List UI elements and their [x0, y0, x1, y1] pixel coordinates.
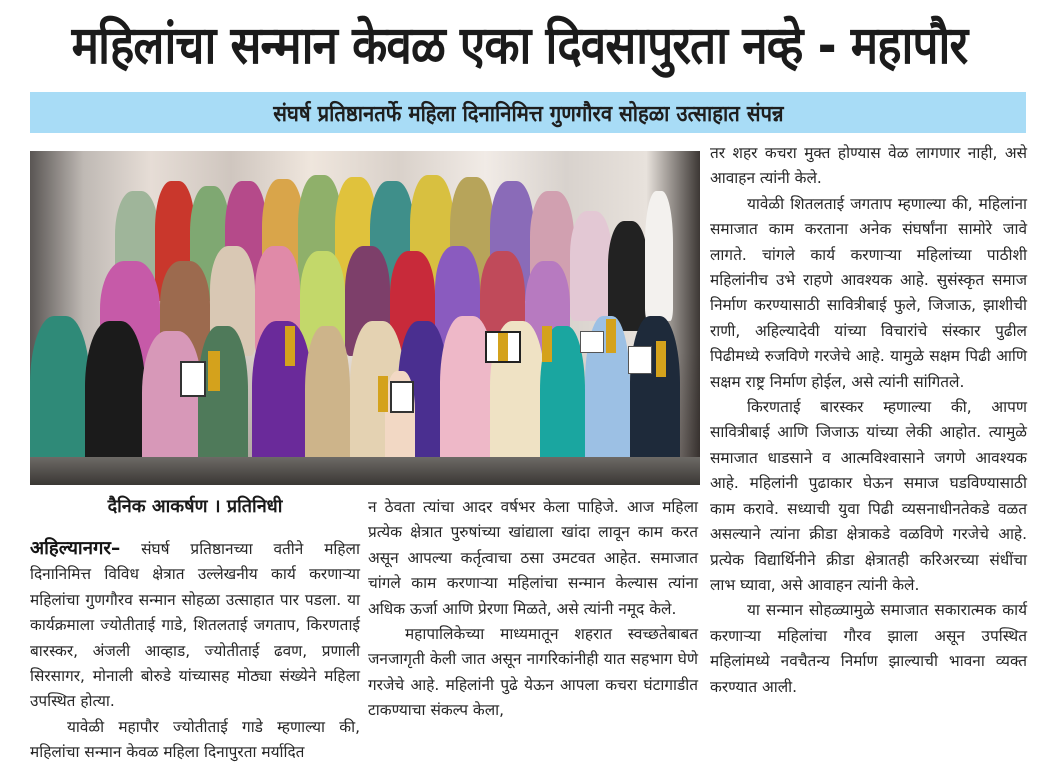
paragraph — [30, 536, 360, 715]
paragraph: महापालिकेच्या माध्यमातून शहरात स्वच्छतेबाबत जनजागृती केली जात असून नागरिकांनीही यात सहभाग घेणे गरजेचे आहे. महिलांनी पुढे येऊन आपला कचरा घंटागाडीत टाकण्याचा संकल्प केला, — [368, 625, 698, 720]
subheadline: संघर्ष प्रतिष्ठानतर्फे महिला दिनानिमित्त गुणगौरव सोहळा उत्साहात संपन्न — [272, 101, 784, 127]
paragraph: न ठेवता त्यांचा आदर वर्षभर केला पाहिजे. आज महिला प्रत्येक क्षेत्रात पुरुषांच्या खांद्याला खांदा लावून काम करत असून आपल्या कर्तृत्वाचा ठसा उमटवत आहेत. समाजात चांगले काम करणाऱ्या महिलांचा सन्मान केल्यास त्यांना अधिक ऊर्जा आणि प्रेरणा मिळते, असे त्यांनी नमूद केले. — [368, 498, 698, 618]
subheadline-banner — [30, 92, 1026, 133]
group-photo — [30, 151, 700, 485]
paragraph: या सन्मान सोहळ्यामुळे समाजात सकारात्मक कार्य करणाऱ्या महिलांचा गौरव झाला असून उपस्थित महिलांमध्ये नवचैतन्य निर्माण झाल्याची भावना व्यक्त करण्यात आली. — [710, 601, 1027, 696]
photo-floor — [30, 457, 700, 485]
photo-crowd — [30, 151, 700, 485]
paragraph-text: संघर्ष प्रतिष्ठानच्या वतीने महिला दिनानिमित्त विविध क्षेत्रात उल्लेखनीय कार्य करणाऱ्या महिलांचा गुणगौरव सन्मान सोहळा उत्साहात पार पडला. या कार्यक्रमाला ज्योतीताई गाडे, शितलताई जगताप, किरणताई बारस्कर, अंजली आव्हाड, ज्योतीताई ढवण, प्रणाली सिरसागर, मोनाली बोरुडे यांच्यासह मोठ्या संख्येने महिला उपस्थित होत्या. — [30, 540, 360, 711]
headline: महिलांचा सन्मान केवळ एका दिवसापुरता नव्हे - महापौर — [71, 16, 968, 76]
byline: दैनिक आकर्षण । प्रतिनिधी — [107, 496, 283, 517]
article-column-2 — [368, 495, 698, 724]
paragraph: किरणताई बारस्कर म्हणाल्या की, आपण सावित्रीबाई आणि जिजाऊ यांच्या लेकी आहोत. त्यामुळे समाजात धाडसाने व आत्मविश्वासाने जगणे आवश्यक आहे. महिलांनी पुढाकार घेऊन समाज घडविण्यासाठी काम करावे. सध्याची युवा पिढी व्यसनाधीनतेकडे वळत असल्याने त्यांना क्रीडा क्षेत्राकडे वळविणे गरजेचे आहे. प्रत्येक विद्यार्थिनीने क्रीडा क्षेत्रातही करिअरच्या संधींचा लाभ घ्यावा, असे आवाहन त्यांनी केले. — [710, 398, 1027, 594]
paragraph: यावेळी शितलताई जगताप म्हणाल्या की, महिलांना समाजात काम करताना अनेक संघर्षांना सामोरे जावे लागते. चांगले कार्य करणाऱ्या महिलांच्या पाठीशी महिलांनीच उभे राहणे आवश्यक आहे. सुसंस्कृत समाज निर्माण करण्यासाठी सावित्रीबाई फुले, जिजाऊ, झाशीची राणी, अहिल्यादेवी यांच्या विचारांचे संस्कार पुढील पिढीमध्ये रुजविणे गरजेचे आहे. यामुळे सक्षम पिढी आणि सक्षम राष्ट्र निर्माण होईल, असे त्यांनी सांगितले. — [710, 194, 1027, 391]
article-column-1 — [30, 536, 360, 766]
dateline: अहिल्यानगर– — [30, 538, 121, 559]
paragraph: यावेळी महापौर ज्योतीताई गाडे म्हणाल्या की, महिलांचा सन्मान केवळ महिला दिनापुरता मर्यादित — [30, 717, 360, 762]
article-column-3 — [710, 141, 1027, 700]
paragraph: तर शहर कचरा मुक्त होण्यास वेळ लागणार नाही, असे आवाहन त्यांनी केले. — [710, 144, 1027, 188]
